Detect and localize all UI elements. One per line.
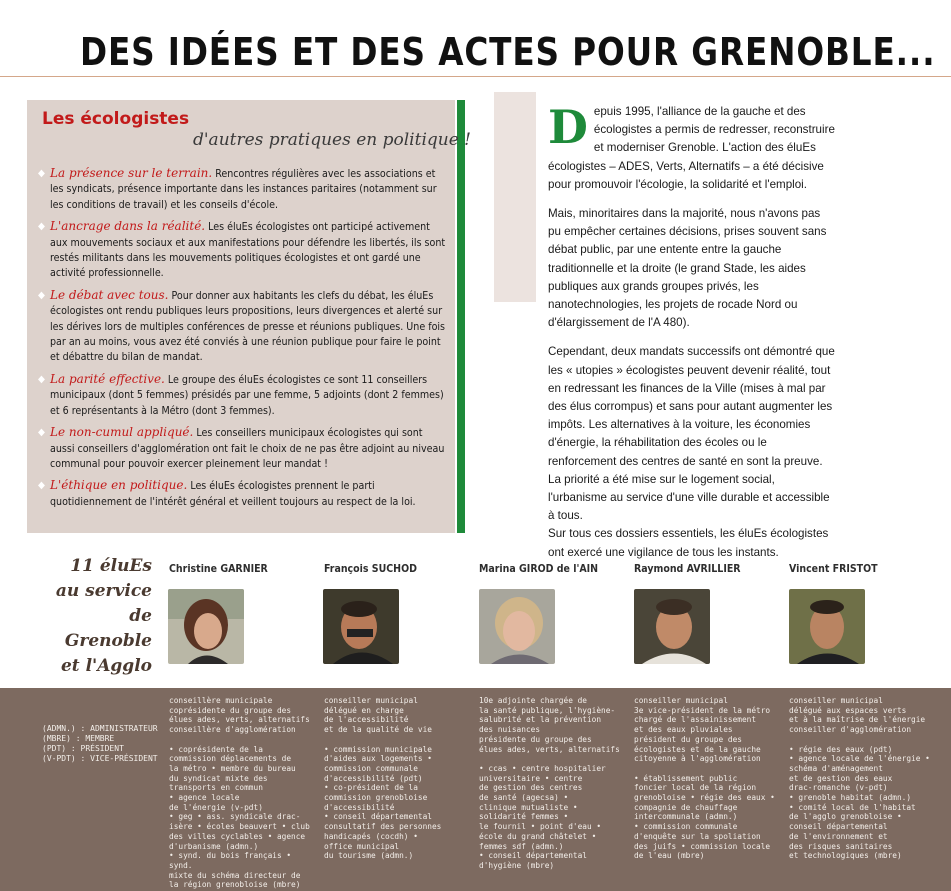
member-name: Vincent FRISTOT bbox=[789, 563, 878, 575]
item-lead: Le débat avec tous. bbox=[50, 287, 169, 302]
portrait-vincent-fristot bbox=[789, 589, 865, 664]
portrait-francois-suchod bbox=[323, 589, 399, 664]
item-lead: L'éthique en politique. bbox=[50, 478, 188, 493]
page-title: DES IDÉES ET DES ACTES POUR GRENOBLE... bbox=[80, 30, 936, 74]
diamond-bullet-icon: ◆ bbox=[38, 373, 45, 385]
drop-cap: D bbox=[548, 100, 588, 154]
role-description: conseiller municipal délégué en charge de l'accessibilité et de la qualité de vie • commission municipale d'aides aux logements • commission communale d'accessibilité (pdt) • co-président de la commission grenobloise d'accessibilité • conseil départemental consultatif des personnes handicapés (cocdh) • office municipal du tourisme (admn.) bbox=[324, 696, 442, 861]
team-heading-line: et l'Agglo bbox=[60, 656, 152, 676]
item-text: Les conseillers municipaux écologistes qui sont aussi conseillers d'agglomération ont fait le choix de ne pas être adjoint au niveau communal pour pouvoir exercer pleinement leur mandat ! bbox=[50, 427, 445, 470]
member-name: Raymond AVRILLIER bbox=[634, 563, 741, 575]
team-heading bbox=[40, 554, 152, 679]
paragraph-text: epuis 1995, l'alliance de la gauche et des écologistes a permis de redresser, reconstruire et moderniser Grenoble. L'action des éluEs écologistes – ADES, Verts, Alternatifs – a été décisive pour promouvoir l'écologie, la solidarité et l'emploi. bbox=[548, 105, 835, 191]
member-name: François SUCHOD bbox=[324, 563, 417, 575]
panel-subtitle: d'autres pratiques en politique ! bbox=[193, 130, 472, 150]
green-accent-bar bbox=[457, 100, 465, 533]
portrait-christine-garnier bbox=[168, 589, 244, 664]
decorative-letter-background bbox=[494, 92, 536, 302]
team-heading-line: de Grenoble bbox=[64, 606, 152, 651]
member-name: Marina GIROD de l'AIN bbox=[479, 563, 599, 575]
list-item bbox=[38, 425, 448, 472]
item-text: Rencontres régulières avec les associations et les syndicats, présence importante dans les instances paritaires (notamment sur les conditions de travail) et les conseils d'école. bbox=[50, 168, 437, 211]
article-paragraph: Cependant, deux mandats successifs ont démontré que les « utopies » écologistes peuvent devenir réalité, tout en redressant les finances de la Ville (mises à mal par des élus corrompus) et sans pour autant augmenter les impôts. Les alternatives à la voiture, les économies d'énergie, la réhabilitation des écoles ou le renforcement des centres de santé en sont la preuve. La priorité a été mise sur le logement social, l'urbanisme au service d'une ville durable et accessible à tous. bbox=[548, 345, 835, 523]
team-heading-line: 11 éluEs bbox=[70, 556, 152, 576]
list-item bbox=[38, 478, 448, 510]
role-description: conseillère municipale coprésidente du groupe des élues ades, verts, alternatifs conseillère d'agglomération • coprésidente de la commission déplacements de la métro • membre du bureau du syndicat mixte des transports en commun • agence locale de l'énergie (v-pdt) • geg • ass. syndicale drac- isère • écoles beauvert • club des villes cyclables • agence d'urbanisme (admn.) • synd. du bois français • synd. mixte du schéma directeur de la région grenobloise (mbre) bbox=[169, 696, 310, 890]
list-item bbox=[38, 219, 448, 282]
diamond-bullet-icon: ◆ bbox=[38, 289, 45, 301]
diamond-bullet-icon: ◆ bbox=[38, 221, 45, 233]
article-paragraph: Sur tous ces dossiers essentiels, les éluEs écologistes ont exercé une vigilance de tous les instants. bbox=[548, 527, 829, 559]
role-description: conseiller municipal 3e vice-président de la métro chargé de l'assainissement et des eaux pluviales président du groupe des écologistes et de la gauche citoyenne à l'agglomération • établissement public foncier local de la région grenobloise • régie des eaux • compagnie de chauffage intercommunale (admn.) • commission communale d'enquête sur la spoliation des juifs • commission locale de l'eau (mbre) bbox=[634, 696, 775, 861]
diamond-bullet-icon: ◆ bbox=[38, 480, 45, 492]
portrait-raymond-avrillier bbox=[634, 589, 710, 664]
article-paragraph bbox=[548, 100, 836, 194]
intro-article bbox=[548, 100, 836, 573]
role-description: conseiller municipal délégué aux espaces verts et à la maîtrise de l'énergie conseiller d'agglomération • régie des eaux (pdt) • agence locale de l'énergie • schéma d'aménagement et de gestion des eaux drac-romanche (v-pdt) • grenoble habitat (admn.) • comité local de l'habitat de l'agglo grenobloise • conseil départemental de l'environnement et des risques sanitaires et technologiques (mbre) bbox=[789, 696, 930, 861]
diamond-bullet-icon: ◆ bbox=[38, 168, 45, 179]
legend-entry: (PDT) : PRÉSIDENT bbox=[42, 744, 124, 753]
item-text: Le groupe des éluEs écologistes ce sont 11 conseillers municipaux (dont 5 femmes) présidés par une femme, 5 adjoints (dont 2 femmes) et 6 représentants à la Métro (dont 3 femmes). bbox=[50, 373, 444, 417]
list-item bbox=[38, 372, 448, 419]
portrait-marina-girod bbox=[479, 589, 555, 664]
legend-entry: (ADMN.) : ADMINISTRATEUR bbox=[42, 724, 158, 733]
item-lead: La présence sur le terrain. bbox=[50, 166, 213, 180]
article-paragraph: Mais, minoritaires dans la majorité, nous n'avons pas pu empêcher certaines décisions, prises souvent sans débat public, par une entente entre la gauche traditionnelle et la droite (le grand Stade, les aides publiques aux grands groupes privés, les nanotechnologies, les projets de rocade Nord ou d'élargissement de l'A 480). bbox=[548, 207, 827, 330]
top-rule bbox=[0, 76, 951, 77]
item-text: Les éluEs écologistes ont participé activement aux mouvements sociaux et aux manifestations pour défendre les libertés, ils sont restés militants dans les mouvements politiques écologistes et ont gardé une activité professionnelle. bbox=[50, 221, 446, 280]
legend-entry: (MBRE) : MEMBRE bbox=[42, 734, 115, 743]
list-item bbox=[38, 166, 448, 213]
practice-list bbox=[38, 166, 448, 515]
list-item bbox=[38, 288, 448, 366]
item-lead: La parité effective. bbox=[50, 371, 165, 386]
panel-title: Les écologistes bbox=[42, 109, 190, 129]
member-name: Christine GARNIER bbox=[169, 563, 268, 575]
legend-entry: (V-PDT) : VICE-PRÉSIDENT bbox=[42, 754, 158, 763]
item-text: Pour donner aux habitants les clefs du débat, les éluEs écologistes ont rendu publiques leurs propositions, leurs divergences et alerté sur les dérives lors de multiples conférences de presse et réunions publiques. Une fois par an au moins, vous avez été conviés à une réunion publique pour faire le point et débattre du bilan de mandat. bbox=[50, 289, 446, 364]
team-heading-line: au service bbox=[55, 581, 152, 601]
item-text: Les éluEs écologistes prennent le parti quotidiennement de l'intérêt général et veillent toujours au respect de la loi. bbox=[50, 480, 416, 508]
abbreviation-legend bbox=[42, 724, 158, 764]
item-lead: L'ancrage dans la réalité. bbox=[50, 219, 206, 234]
role-description: 10e adjointe chargée de la santé publique, l'hygiène- salubrité et la prévention des nuisances présidente du groupe des élues ades, verts, alternatifs • ccas • centre hospitalier universitaire • centre de gestion des centres de santé (agecsa) • clinique mutualiste • solidarité femmes • le fournil • point d'eau • école du grand châtelet • femmes sdf (admn.) • conseil départemental d'hygiène (mbre) bbox=[479, 696, 620, 870]
diamond-bullet-icon: ◆ bbox=[38, 427, 45, 439]
item-lead: Le non-cumul appliqué. bbox=[50, 425, 194, 440]
